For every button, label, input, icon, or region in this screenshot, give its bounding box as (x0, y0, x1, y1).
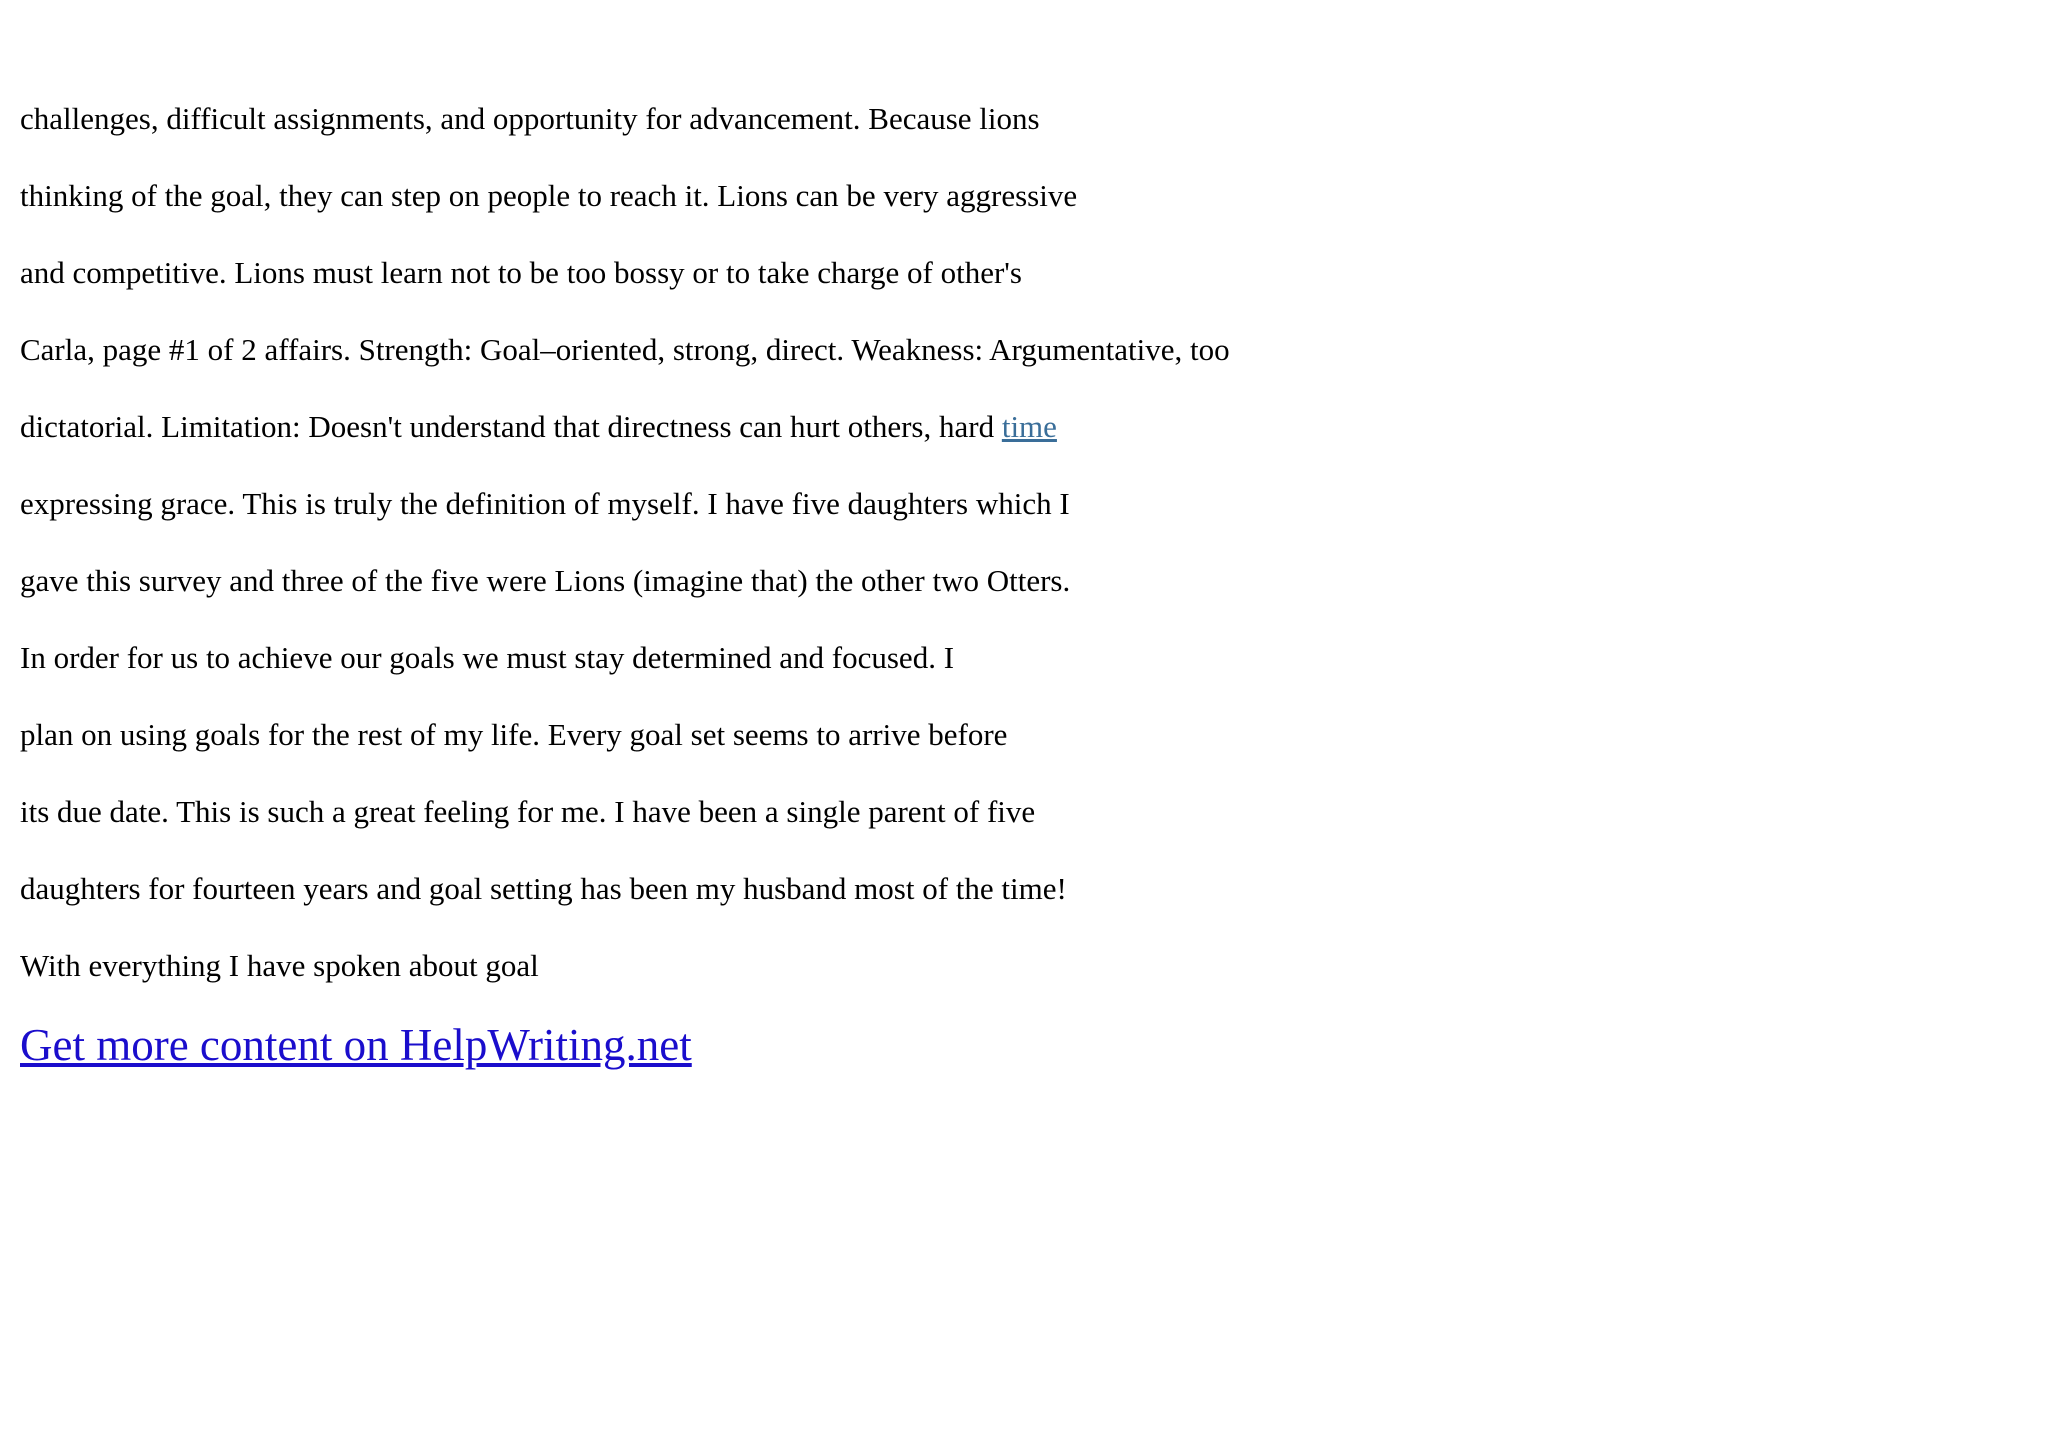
text-line-2: thinking of the goal, they can step on people to reach it. Lions can be very aggressive (20, 178, 1078, 213)
text-line-9: plan on using goals for the rest of my life. Every goal set seems to arrive before (20, 717, 1008, 752)
text-line-1: challenges, difficult assignments, and opportunity for advancement. Because lions (20, 101, 1040, 136)
text-line-3: and competitive. Lions must learn not to be too bossy or to take charge of other's (20, 255, 1022, 290)
text-line-11: daughters for fourteen years and goal setting has been my husband most of the time! (20, 871, 1067, 906)
text-line-12: With everything I have spoken about goal (20, 948, 539, 983)
document-body (20, 80, 2010, 1078)
time-link[interactable]: time (1001, 409, 1057, 444)
text-line-5-text: dictatorial. Limitation: Doesn't understand that directness can hurt others, hard (20, 409, 1002, 444)
text-line-5 (20, 388, 2010, 465)
text-line-7: gave this survey and three of the five were Lions (imagine that) the other two Otters. (20, 563, 1071, 598)
helpwriting-cta-link[interactable]: Get more content on HelpWriting.net (20, 1020, 692, 1070)
text-line-6: expressing grace. This is truly the definition of myself. I have five daughters which I (20, 486, 1070, 521)
text-line-10: its due date. This is such a great feeling for me. I have been a single parent of five (20, 794, 1036, 829)
text-line-4: Carla, page #1 of 2 affairs. Strength: Goal–oriented, strong, direct. Weakness: Argumentative, too (20, 332, 1230, 367)
text-line-8: In order for us to achieve our goals we must stay determined and focused. I (20, 640, 955, 675)
